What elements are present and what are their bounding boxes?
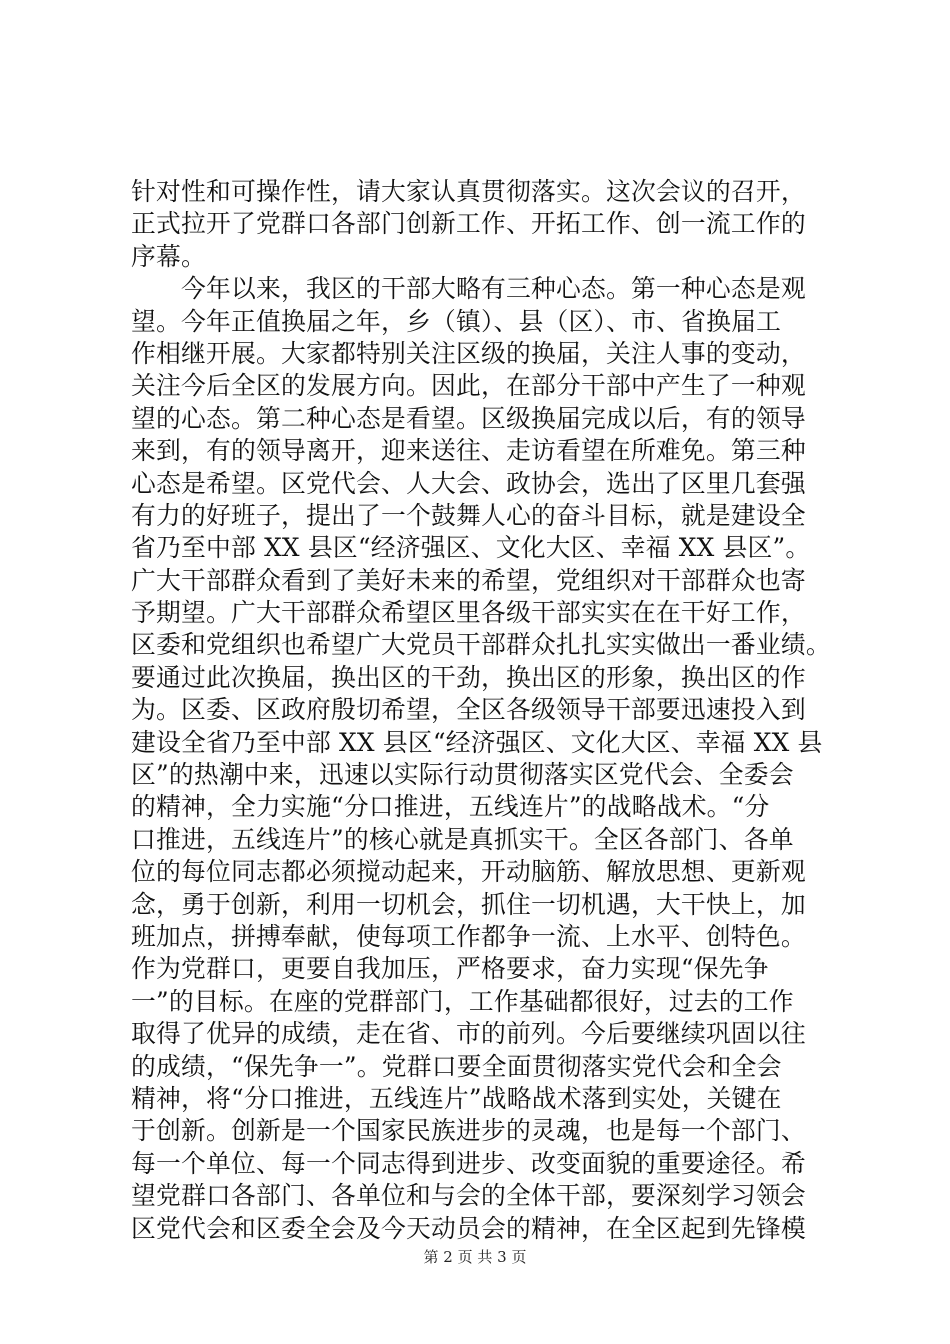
- text-line: 建设全省乃至中部 XX 县区“经济强区、文化大区、幸福 XX 县: [131, 727, 823, 757]
- text-line: 作相继开展。大家都特别关注区级的换届，关注人事的变动，: [131, 338, 806, 368]
- text-line: 每一个单位、每一个同志得到进步、改变面貌的重要途径。希: [131, 1148, 806, 1178]
- text-line: 正式拉开了党群口各部门创新工作、开拓工作、创一流工作的: [131, 209, 806, 239]
- text-line: 广大干部群众看到了美好未来的希望，党组织对干部群众也寄: [131, 565, 806, 595]
- text-line: 序幕。: [131, 241, 206, 271]
- text-line: 针对性和可操作性，请大家认真贯彻落实。这次会议的召开，: [131, 177, 806, 206]
- text-line: 望党群口各部门、各单位和与会的全体干部，要深刻学习领会: [131, 1181, 806, 1211]
- text-line: 望。今年正值换届之年，乡（镇）、县（区）、市、省换届工: [131, 306, 782, 336]
- text-line: 关注今后全区的发展方向。因此，在部分干部中产生了一种观: [131, 371, 806, 401]
- text-line: 取得了优异的成绩，走在省、市的前列。今后要继续巩固以往: [131, 1019, 806, 1049]
- text-line: 予期望。广大干部群众希望区里各级干部实实在在干好工作，: [131, 598, 806, 628]
- text-line: 心态是希望。区党代会、人大会、政协会，选出了区里几套强: [131, 468, 806, 498]
- text-line: 区委和党组织也希望广大党员干部群众扎扎实实做出一番业绩。: [131, 630, 831, 660]
- text-line: 今年以来，我区的干部大略有三种心态。第一种心态是观: [131, 274, 806, 304]
- text-line: 望的心态。第二种心态是看望。区级换届完成以后，有的领导: [131, 403, 806, 433]
- text-line: 区”的热潮中来，迅速以实际行动贯彻落实区党代会、全委会: [131, 760, 794, 790]
- text-line: 精神，将“分口推进，五线连片”战略战术落到实处，关键在: [131, 1083, 782, 1113]
- text-line: 班加点，拼搏奉献，使每项工作都争一流、上水平、创特色。: [131, 921, 806, 951]
- text-line: 位的每位同志都必须搅动起来，开动脑筋、解放思想、更新观: [131, 857, 806, 887]
- text-line: 要通过此次换届，换出区的干劲，换出区的形象，换出区的作: [131, 662, 806, 692]
- text-line: 有力的好班子，提出了一个鼓舞人心的奋斗目标，就是建设全: [131, 500, 806, 530]
- text-line: 的成绩，“保先争一”。党群口要全面贯彻落实党代会和全会: [131, 1051, 782, 1081]
- text-line: 作为党群口，更要自我加压，严格要求，奋力实现“保先争: [131, 954, 769, 984]
- text-line: 的精神，全力实施“分口推进，五线连片”的战略战术。“分: [131, 792, 770, 822]
- page-footer: 第 2 页 共 3 页: [423, 1248, 527, 1266]
- text-line: 于创新。创新是一个国家民族进步的灵魂，也是每一个部门、: [131, 1116, 806, 1146]
- text-line: 来到，有的领导离开，迎来送往、走访看望在所难免。第三种: [131, 436, 806, 466]
- text-line: 念，勇于创新，利用一切机会，抓住一切机遇，大干快上，加: [131, 889, 806, 919]
- text-line: 区党代会和区委全会及今天动员会的精神，在全区起到先锋模: [131, 1213, 806, 1243]
- text-line: 口推进，五线连片”的核心就是真抓实干。全区各部门、各单: [131, 824, 794, 854]
- text-line: 为。区委、区政府殷切希望，全区各级领导干部要迅速投入到: [131, 695, 806, 725]
- body-text: [131, 176, 831, 1245]
- text-line: 一”的目标。在座的党群部门，工作基础都很好，过去的工作: [131, 986, 794, 1016]
- text-line: 省乃至中部 XX 县区“经济强区、文化大区、幸福 XX 县区”。: [131, 533, 811, 563]
